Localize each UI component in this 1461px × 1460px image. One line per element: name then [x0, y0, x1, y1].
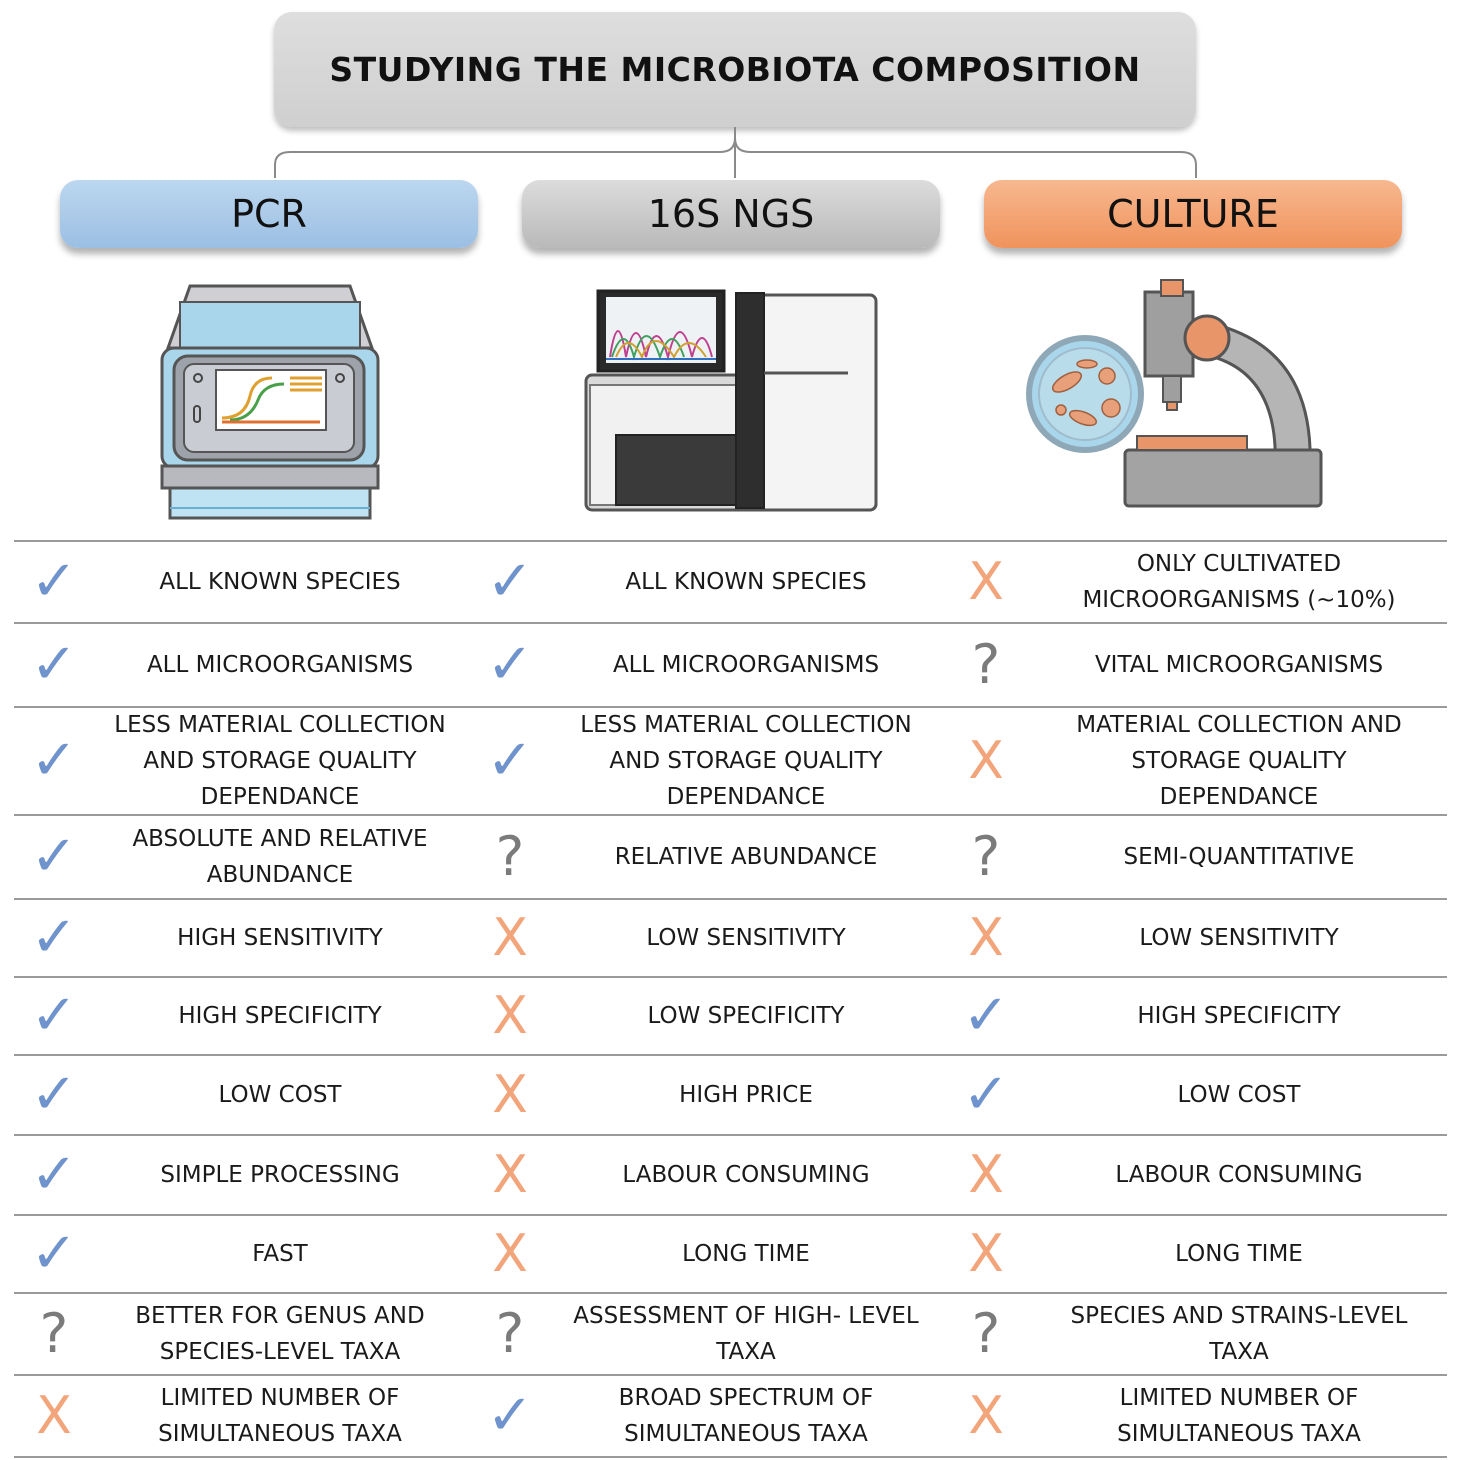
- check-icon-glyph: ✓: [30, 983, 78, 1048]
- cell-culture: MATERIAL COLLECTION AND STORAGE QUALITY DEPENDANCE: [1076, 712, 1402, 810]
- table-row: [14, 1056, 1447, 1136]
- table-row: [14, 1294, 1447, 1376]
- sequencer-icon: [576, 285, 886, 520]
- check-icon-glyph: ✓: [30, 632, 78, 697]
- cell-culture: LIMITED NUMBER OF SIMULTANEOUS TAXA: [1117, 1385, 1361, 1447]
- check-icon: [470, 542, 550, 622]
- tree-connector: [0, 0, 1461, 190]
- table-row: [14, 1216, 1447, 1294]
- check-icon: [946, 978, 1026, 1054]
- question-icon-glyph: ?: [971, 633, 1001, 696]
- cell-ngs: LOW SPECIFICITY: [647, 1003, 845, 1029]
- cross-icon-glyph: X: [968, 552, 1004, 612]
- comparison-table: [14, 540, 1447, 1458]
- cross-icon: [470, 1216, 550, 1292]
- check-icon: [14, 1056, 94, 1134]
- cell-pcr: HIGH SENSITIVITY: [177, 925, 383, 951]
- check-icon-glyph: ✓: [30, 1142, 78, 1207]
- check-icon: [14, 542, 94, 622]
- cell-pcr: ABSOLUTE AND RELATIVE ABUNDANCE: [132, 826, 428, 888]
- cell-pcr: SIMPLE PROCESSING: [160, 1162, 400, 1188]
- cross-icon: [946, 1216, 1026, 1292]
- cross-icon: [470, 900, 550, 976]
- check-icon-glyph: ✓: [30, 728, 78, 793]
- cell-culture: ONLY CULTIVATED MICROORGANISMS (~10%): [1082, 551, 1396, 613]
- check-icon-glyph: ✓: [30, 1221, 78, 1286]
- check-icon: [470, 624, 550, 706]
- table-row: [14, 816, 1447, 900]
- method-16s-ngs: 16S NGS: [522, 180, 940, 248]
- cell-pcr: BETTER FOR GENUS AND SPECIES-LEVEL TAXA: [135, 1303, 425, 1365]
- cell-pcr: LOW COST: [218, 1082, 342, 1108]
- pcr-machine-icon: [150, 278, 390, 528]
- check-icon-glyph: ✓: [486, 549, 534, 614]
- cell-ngs: ALL MICROORGANISMS: [612, 652, 880, 678]
- check-icon-glyph: ✓: [486, 1383, 534, 1448]
- check-icon-glyph: ✓: [486, 728, 534, 793]
- question-icon: [946, 1294, 1026, 1374]
- question-icon-glyph: ?: [39, 1302, 69, 1365]
- cell-culture: SPECIES AND STRAINS-LEVEL TAXA: [1070, 1303, 1408, 1365]
- cell-ngs: BROAD SPECTRUM OF SIMULTANEOUS TAXA: [618, 1385, 874, 1447]
- cell-ngs: LONG TIME: [682, 1241, 810, 1267]
- method-culture: CULTURE: [984, 180, 1402, 248]
- cross-icon: [946, 900, 1026, 976]
- cross-icon: [470, 1136, 550, 1214]
- check-icon: [14, 816, 94, 898]
- cross-icon-glyph: X: [968, 1145, 1004, 1205]
- cell-culture: LABOUR CONSUMING: [1115, 1162, 1363, 1188]
- cross-icon-glyph: X: [968, 1386, 1004, 1446]
- table-row: [14, 1376, 1447, 1458]
- microscope-petri-dish-icon: [1025, 278, 1330, 518]
- cell-ngs: RELATIVE ABUNDANCE: [614, 844, 878, 870]
- question-icon-glyph: ?: [971, 1302, 1001, 1365]
- cross-icon: [946, 542, 1026, 622]
- cell-ngs: HIGH PRICE: [679, 1082, 813, 1108]
- cross-icon: [946, 1376, 1026, 1456]
- table-row: [14, 624, 1447, 708]
- cell-pcr: LESS MATERIAL COLLECTION AND STORAGE QUALITY DEPENDANCE: [114, 712, 446, 810]
- cross-icon: [470, 1056, 550, 1134]
- cell-ngs: ASSESSMENT OF HIGH- LEVEL TAXA: [573, 1303, 919, 1365]
- cross-icon-glyph: X: [968, 731, 1004, 791]
- check-icon: [470, 708, 550, 814]
- table-row: [14, 708, 1447, 816]
- check-icon-glyph: ✓: [30, 1062, 78, 1127]
- check-icon-glyph: ✓: [486, 632, 534, 697]
- table-row: [14, 542, 1447, 624]
- question-icon: [946, 816, 1026, 898]
- cell-pcr: ALL MICROORGANISMS: [146, 652, 414, 678]
- cross-icon-glyph: X: [968, 1224, 1004, 1284]
- cell-ngs: LESS MATERIAL COLLECTION AND STORAGE QUALITY DEPENDANCE: [580, 712, 912, 810]
- cross-icon: [470, 978, 550, 1054]
- question-icon: [470, 1294, 550, 1374]
- check-icon: [470, 1376, 550, 1456]
- question-icon-glyph: ?: [495, 1302, 525, 1365]
- table-row: [14, 1136, 1447, 1216]
- question-icon: [14, 1294, 94, 1374]
- check-icon-glyph: ✓: [962, 1062, 1010, 1127]
- cross-icon: [14, 1376, 94, 1456]
- check-icon: [14, 624, 94, 706]
- check-icon: [14, 1216, 94, 1292]
- question-icon: [470, 816, 550, 898]
- question-icon: [946, 624, 1026, 706]
- method-pcr: PCR: [60, 180, 478, 248]
- table-row: [14, 900, 1447, 978]
- cross-icon: [946, 1136, 1026, 1214]
- cell-culture: LOW COST: [1177, 1082, 1301, 1108]
- check-icon: [946, 1056, 1026, 1134]
- check-icon: [14, 978, 94, 1054]
- cell-culture: HIGH SPECIFICITY: [1137, 1003, 1341, 1029]
- cross-icon-glyph: X: [492, 1065, 528, 1125]
- cell-culture: SEMI-QUANTITATIVE: [1123, 844, 1355, 870]
- cross-icon: [946, 708, 1026, 814]
- cross-icon-glyph: X: [492, 1145, 528, 1205]
- cell-pcr: LIMITED NUMBER OF SIMULTANEOUS TAXA: [158, 1385, 402, 1447]
- check-icon-glyph: ✓: [30, 905, 78, 970]
- check-icon-glyph: ✓: [30, 549, 78, 614]
- check-icon: [14, 900, 94, 976]
- question-icon-glyph: ?: [495, 825, 525, 888]
- cross-icon-glyph: X: [968, 908, 1004, 968]
- diagram-title: STUDYING THE MICROBIOTA COMPOSITION: [274, 12, 1196, 127]
- check-icon: [14, 1136, 94, 1214]
- cross-icon-glyph: X: [492, 986, 528, 1046]
- cell-culture: VITAL MICROORGANISMS: [1094, 652, 1384, 678]
- table-row: [14, 978, 1447, 1056]
- check-icon: [14, 708, 94, 814]
- cell-pcr: HIGH SPECIFICITY: [178, 1003, 382, 1029]
- cell-culture: LONG TIME: [1175, 1241, 1303, 1267]
- check-icon-glyph: ✓: [962, 983, 1010, 1048]
- question-icon-glyph: ?: [971, 825, 1001, 888]
- cross-icon-glyph: X: [492, 1224, 528, 1284]
- cell-pcr: ALL KNOWN SPECIES: [159, 569, 401, 595]
- cross-icon-glyph: X: [492, 908, 528, 968]
- cross-icon-glyph: X: [36, 1386, 72, 1446]
- cell-ngs: ALL KNOWN SPECIES: [625, 569, 867, 595]
- cell-pcr: FAST: [252, 1241, 308, 1267]
- check-icon-glyph: ✓: [30, 824, 78, 889]
- cell-culture: LOW SENSITIVITY: [1139, 925, 1339, 951]
- cell-ngs: LABOUR CONSUMING: [622, 1162, 870, 1188]
- cell-ngs: LOW SENSITIVITY: [646, 925, 846, 951]
